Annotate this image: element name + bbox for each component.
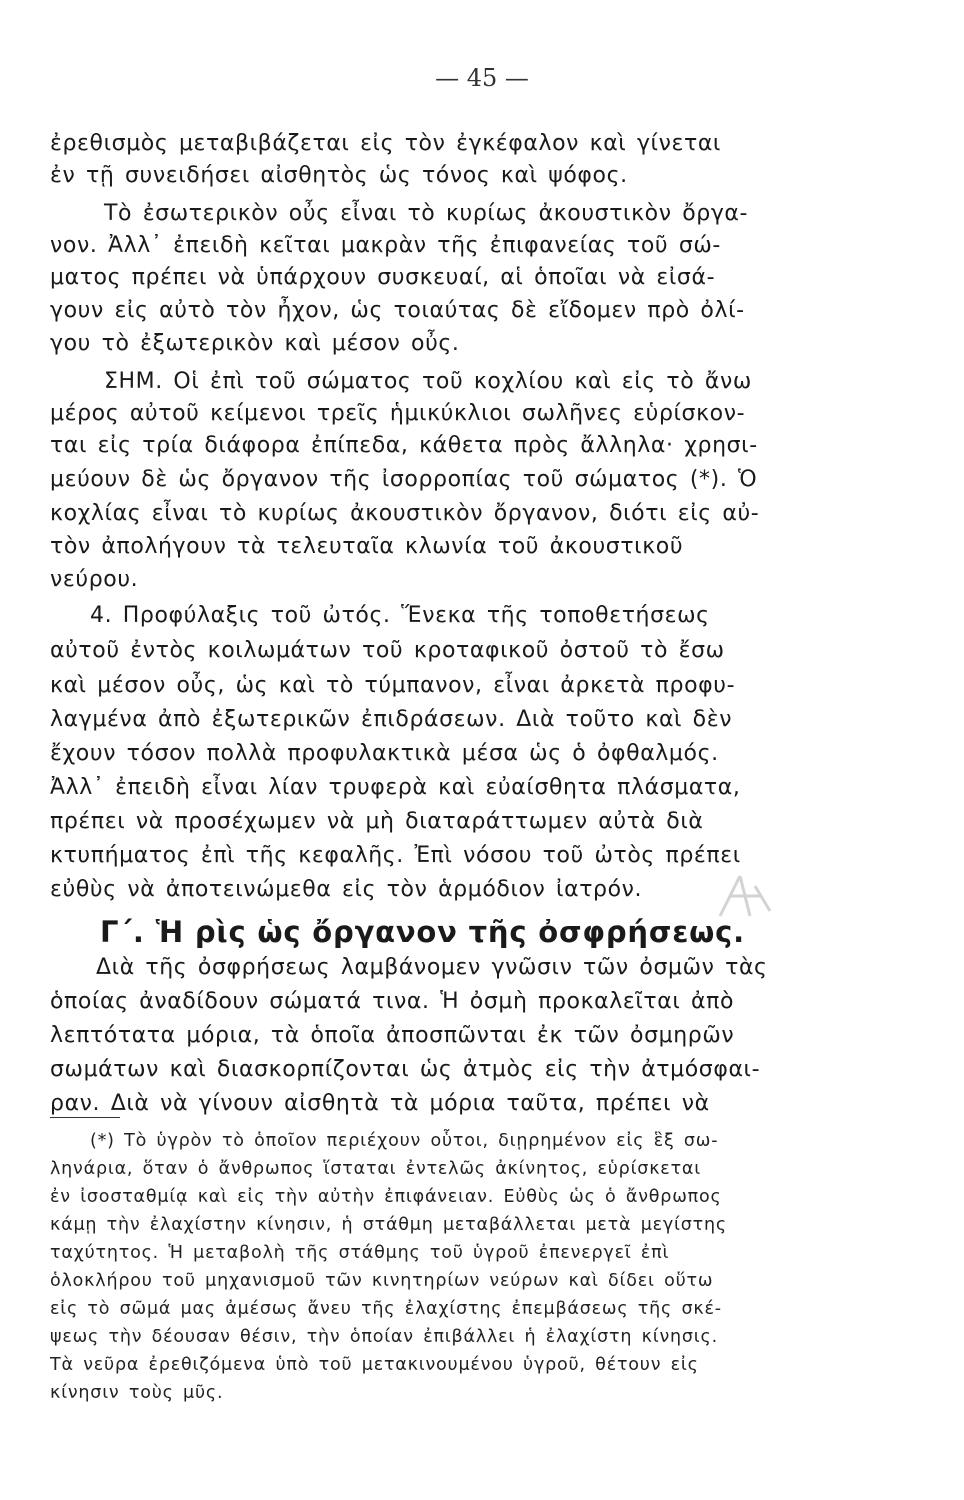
footnote-line: ψεως τὴν δέουσαν θέσιν, τὴν ὁποίαν ἐπιβάλλει ἡ ἐλαχίστη κίνησις.: [50, 1327, 718, 1347]
body-line: εὐθὺς νὰ ἀποτεινώμεθα εἰς τὸν ἁρμόδιον ἰατρόν.: [50, 877, 643, 902]
body-line: νον. Ἀλλ᾽ ἐπειδὴ κεῖται μακρὰν τῆς ἐπιφανείας τοῦ σώ-: [50, 233, 721, 258]
footnote-line: ληνάρια, ὅταν ὁ ἄνθρωπος ἵσταται ἐντελῶς ἀκίνητος, εὑρίσκεται: [50, 1159, 701, 1179]
footnote-line: ὁλοκλήρου τοῦ μηχανισμοῦ τῶν κινητηρίων νεύρων καὶ δίδει οὕτω: [50, 1271, 714, 1291]
section-line: 4. Προφύλαξις τοῦ ὠτός. Ἕνεκα τῆς τοποθετήσεως: [90, 603, 710, 628]
section-heading: Γ΄. Ἡ ρὶς ὡς ὄργανον τῆς ὀσφρήσεως.: [100, 915, 745, 949]
body-line: τὸν ἀπολήγουν τὰ τελευταῖα κλωνία τοῦ ἀκουστικοῦ: [50, 534, 684, 559]
footnote-line: κάμῃ τὴν ἐλαχίστην κίνησιν, ἡ στάθμη μεταβάλλεται μετὰ μεγίστης: [50, 1215, 727, 1235]
body-line: Διὰ τῆς ὀσφρήσεως λαμβάνομεν γνῶσιν τῶν ὀσμῶν τὰς: [96, 955, 768, 980]
body-line: ματος πρέπει νὰ ὑπάρχουν συσκευαί, αἱ ὁποῖαι νὰ εἰσά-: [50, 265, 716, 290]
body-line: μέρος αὐτοῦ κείμενοι τρεῖς ἡμικύκλιοι σωλῆνες εὑρίσκον-: [50, 401, 746, 426]
body-line: μεύουν δὲ ὡς ὄργανον τῆς ἰσορροπίας τοῦ σώματος (*). Ὁ: [50, 467, 758, 492]
body-line: ἐρεθισμὸς μεταβιβάζεται εἰς τὸν ἐγκέφαλον καὶ γίνεται: [50, 131, 721, 156]
body-line: λαγμένα ἀπὸ ἐξωτερικῶν ἐπιδράσεων. Διὰ τοῦτο καὶ δὲν: [50, 707, 733, 732]
body-line: γου τὸ ἐξωτερικὸν καὶ μέσον οὖς.: [50, 331, 460, 356]
body-line: κτυπήματος ἐπὶ τῆς κεφαλῆς. Ἐπὶ νόσου τοῦ ὠτὸς πρέπει: [50, 843, 741, 868]
body-line: ΣΗΜ. Οἱ ἐπὶ τοῦ σώματος τοῦ κοχλίου καὶ εἰς τὸ ἄνω: [104, 369, 752, 394]
body-line: ται εἰς τρία διάφορα ἐπίπεδα, κάθετα πρὸς ἄλληλα· χρησι-: [50, 433, 758, 458]
body-line: λεπτότατα μόρια, τὰ ὁποῖα ἀποσπῶνται ἐκ τῶν ὀσμηρῶν: [50, 1023, 735, 1048]
body-line: νεύρου.: [50, 567, 139, 592]
footnote-line: ἐν ἰσοσταθμίᾳ καὶ εἰς τὴν αὐτὴν ἐπιφάνειαν. Εὐθὺς ὡς ὁ ἄνθρωπος: [50, 1187, 722, 1207]
body-line: ραν. Διὰ νὰ γίνουν αἰσθητὰ τὰ μόρια ταῦτα, πρέπει νὰ: [50, 1091, 710, 1116]
body-line: Τὸ ἐσωτερικὸν οὖς εἶναι τὸ κυρίως ἀκουστικὸν ὄργα-: [104, 201, 749, 226]
footnote-line: (*) Τὸ ὑγρὸν τὸ ὁποῖον περιέχουν οὗτοι, διῃρημένον εἰς ἓξ σω-: [90, 1131, 719, 1151]
page-number: — 45 —: [435, 64, 529, 92]
body-line: ἔχουν τόσον πολλὰ προφυλακτικὰ μέσα ὡς ὁ ὀφθαλμός.: [50, 741, 719, 766]
body-line: ἐν τῇ συνειδήσει αἰσθητὸς ὡς τόνος καὶ ψόφος.: [50, 163, 628, 188]
footnote-rule: [50, 1117, 120, 1118]
body-line: κοχλίας εἶναι τὸ κυρίως ἀκουστικὸν ὄργανον, διότι εἰς αὐ-: [50, 501, 760, 526]
footnote-line: εἰς τὸ σῶμά μας ἀμέσως ἄνευ τῆς ἐλαχίστης ἐπεμβάσεως τῆς σκέ-: [50, 1299, 722, 1319]
body-line: ὁποίας ἀναδίδουν σώματά τινα. Ἡ ὀσμὴ προκαλεῖται ἀπὸ: [50, 989, 735, 1014]
body-line: σωμάτων καὶ διασκορπίζονται ὡς ἀτμὸς εἰς τὴν ἀτμόσφαι-: [50, 1057, 761, 1082]
body-line: γουν εἰς αὐτὸ τὸν ἦχον, ὡς τοιαύτας δὲ εἴδομεν πρὸ ὀλί-: [50, 298, 745, 323]
footnote-line: ταχύτητος. Ἡ μεταβολὴ τῆς στάθμης τοῦ ὑγροῦ ἐπενεργεῖ ἐπὶ: [50, 1243, 670, 1263]
body-line: καὶ μέσον οὖς, ὡς καὶ τὸ τύμπανον, εἶναι ἀρκετὰ προφυ-: [50, 673, 736, 698]
body-line: Ἀλλ᾽ ἐπειδὴ εἶναι λίαν τρυφερὰ καὶ εὐαίσθητα πλάσματα,: [50, 775, 741, 800]
body-line: πρέπει νὰ προσέχωμεν νὰ μὴ διαταράττωμεν αὐτὰ διὰ: [50, 809, 704, 834]
footnote-line: κίνησιν τοὺς μῦς.: [50, 1383, 224, 1403]
body-line: αὐτοῦ ἐντὸς κοιλωμάτων τοῦ κροταφικοῦ ὀστοῦ τὸ ἔσω: [50, 638, 725, 663]
footnote-line: Τὰ νεῦρα ἐρεθιζόμενα ὑπὸ τοῦ μετακινουμένου ὑγροῦ, θέτουν εἰς: [50, 1355, 699, 1375]
